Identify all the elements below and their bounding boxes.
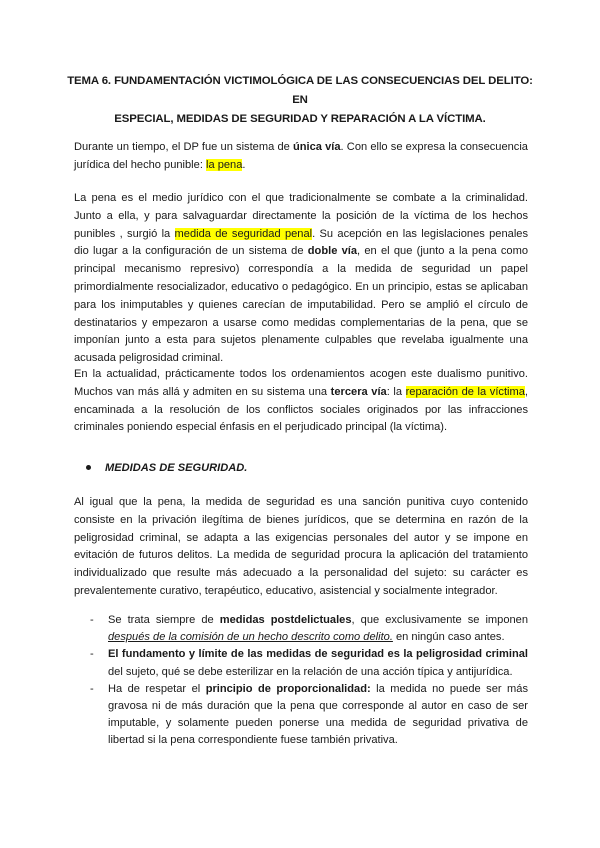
dash-icon: - bbox=[90, 682, 94, 695]
paragraph-third-way: En la actualidad, prácticamente todos los ordenamientos acogen este dualismo punitivo. Muchos van más allá y admiten en su sistema una tercera vía: la reparación de la víctima, encaminada a la resolución de los conflictos sociales originados por las infracciones criminales poniendo especial énfasis en el perjudicado principal (la víctima). bbox=[74, 368, 529, 434]
paragraph-security-measures: Al igual que la pena, la medida de seguridad es una sanción punitiva cuyo contenido consiste en la privación ilegítima de bienes jurídicos, que se determina en razón de la peligrosidad criminal, se adapta a las exigencias personales del autor y se impone en evitación de futuros delitos. La medida de seguridad procura la aplicación del tratamiento individualizado que resulte más adecuado a la personalidad del sujeto: su carácter es prevalentemente curativo, terapéutico, educativo, asistencial y socialmente integrador. bbox=[74, 496, 528, 597]
list-item: - Se trata siempre de medidas postdelictuales, que exclusivamente se imponen después de la comisión de un hecho descrito como delito. en ningún caso antes. bbox=[90, 614, 528, 644]
title-line-2: ESPECIAL, MEDIDAS DE SEGURIDAD Y REPARACIÓN A LA VÍCTIMA. bbox=[114, 113, 486, 125]
highlight-la-pena: la pena bbox=[205, 158, 243, 171]
dash-list bbox=[90, 612, 528, 750]
bold-term-unica-via: única vía bbox=[292, 141, 341, 153]
title-line-1: TEMA 6. FUNDAMENTACIÓN VICTIMOLÓGICA DE LAS CONSECUENCIAS DEL DELITO: EN bbox=[67, 75, 533, 106]
dash-icon: - bbox=[90, 614, 94, 626]
section-heading-medidas-seguridad: MEDIDAS DE SEGURIDAD. bbox=[86, 459, 247, 477]
underlined-italic-phrase: después de la comisión de un hecho descrito como delito. bbox=[108, 631, 393, 644]
list-item: - El fundamento y límite de las medidas de seguridad es la peligrosidad criminal del sujeto, qué se debe esterilizar en la relación de una acción típica y antijurídica. bbox=[90, 648, 528, 678]
bold-term-fundamento: El fundamento y límite de las medidas de seguridad es la peligrosidad criminal bbox=[108, 648, 528, 661]
highlight-reparacion-victima: reparación de la víctima bbox=[405, 385, 525, 398]
page-title bbox=[60, 72, 540, 129]
paragraph-single-way: Durante un tiempo, el DP fue un sistema de única vía. Con ello se expresa la consecuencia jurídica del hecho punible: la pena. bbox=[74, 141, 528, 171]
bold-term-doble-via: doble vía bbox=[307, 245, 358, 258]
list-item: - Ha de respetar el principio de proporcionalidad: la medida no puede ser más gravosa ni de más duración que la pena que corresponde al autor en caso de ser imputable, y solamente pueden ponerse una medida de seguridad privativa de libertad si la pena correspondiente fuese también privativa. bbox=[90, 682, 529, 747]
dash-icon: - bbox=[90, 648, 94, 661]
bullet-icon bbox=[86, 465, 91, 470]
paragraph-double-way: La pena es el medio jurídico con el que tradicionalmente se combate a la criminalidad. Junto a ella, y para salvaguardar directamente la posición de la víctima de los hechos punibles , surgió la medida de seguridad penal. Su acepción en las legislaciones penales dio lugar a la configuración de un sistema de doble vía, en el que (junto a la pena como principal mecanismo represivo) correspondía a la medida de seguridad un papel primordialmente resocializador, educativo o pedagógico. En un principio, estas se aplicaban para los inimputables y quienes carecían de imputabilidad. Pero se amplió el círculo de destinatarios y empezaron a usarse como medidas complementarias de la pena, que se imponían junto a esta para sujetos plenamente culpables que revelaba igualmente una acusada peligrosidad criminal. bbox=[74, 192, 528, 365]
bold-term-proporcionalidad: principio de proporcionalidad: bbox=[205, 682, 371, 695]
bold-term-tercera-via: tercera vía bbox=[330, 385, 387, 398]
bold-term-postdelictuales: medidas postdelictuales bbox=[219, 614, 352, 626]
highlight-medida-seguridad-penal: medida de seguridad penal bbox=[174, 227, 313, 240]
